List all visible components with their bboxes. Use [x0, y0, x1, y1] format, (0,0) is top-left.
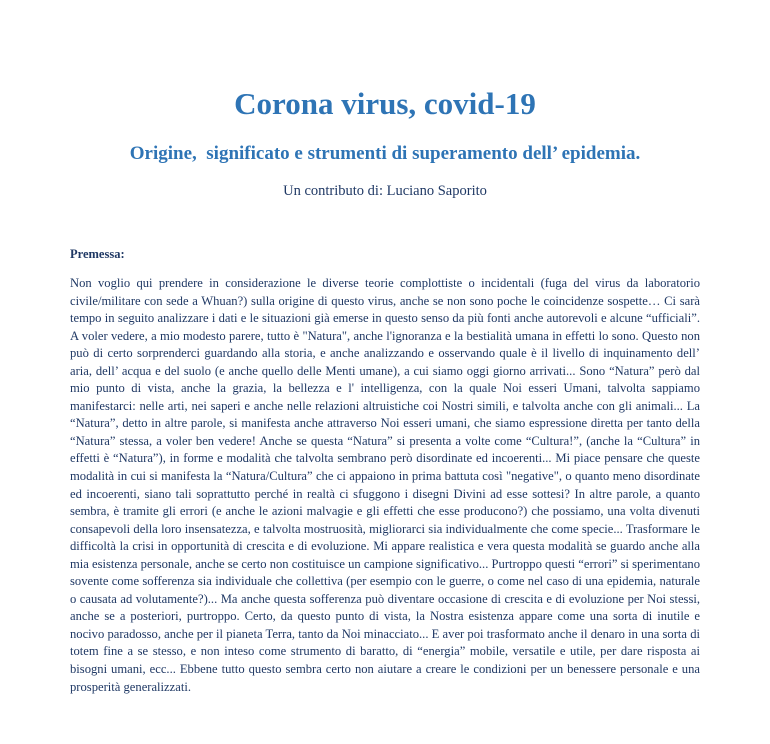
- document-title: Corona virus, covid-19: [234, 86, 536, 121]
- section-heading: Premessa:: [70, 247, 125, 261]
- body-paragraph: Non voglio qui prendere in considerazione le diverse teorie complottiste o incidentali (fuga del virus da laboratorio civile/militare con sede a Whuan?) sulla origine di questo virus, anche se non sono poche le coincidenze sospette… Ci sarà tempo in seguito analizzare i dati e le situazioni già emerse in questo senso da più fonti anche autorevoli e alcune “ufficiali”. A voler vedere, a mio modesto parere, tutto è "Natura", anche l'ignoranza e la bestialità umana in effetti lo sono. Questo non può di certo sorprenderci guardando alla storia, e anche analizzando e osservando quale è il livello di inquinamento dell’ aria, dell’ acqua e del suolo (e anche quello delle Menti umane), a cui siamo oggi giorno arrivati... Sono “Natura” però dal mio punto di vista, anche la grazia, la bellezza e l' intelligenza, con la quale Noi esseri Umani, talvolta sappiamo manifestarci: nelle arti, nei saperi e anche nelle relazioni altruistiche coi Nostri simili, e talvolta anche con gli animali... La “Natura”, detto in altre parole, si manifesta anche attraverso Noi esseri umani, che siamo espressione diretta per tanto della “Natura” stessa, a voler ben vedere! Anche se questa “Natura” si presenta a volte come “Cultura!”, (anche la “Cultura” in effetti è “Natura”), in forme e modalità che talvolta sembrano però disordinate ed incoerenti... Mi piace pensare che queste modalità in cui si manifesta la “Natura/Cultura” che ci appaiono in prima battuta così "negative", o quanto meno disordinate ed incoerenti, siano tali soprattutto perché in realtà ci sfuggono i disegni Divini ad esse sottesi? In altre parole, a quanto sembra, è tramite gli errori (e anche le azioni malvagie e gli effetti che esse producono?) che possiamo, una volta divenuti consapevoli della loro insensatezza, e talvolta mostruosità, migliorarci sia individualmente che come specie... Trasformare le difficoltà la crisi in opportunità di crescita e di evoluzione. Mi appare realistica e vera questa modalità se guardo anche alla mia esistenza personale, anche se certo non costituisce un campione significativo... Purtroppo questi “errori” si sperimentano sovente come sofferenza sia individuale che collettiva (per esempio con le guerre, o come nel caso di una epidemia, naturale o causata ad volutamente?)... Ma anche questa sofferenza può diventare occasione di crescita e di evoluzione per Noi stessi, anche se a posteriori, purtroppo. Certo, da questo punto di vista, la Nostra esistenza appare come una sorta di inutile e nocivo paradosso, anche per il pianeta Terra, tanto da Noi minacciato... E aver poi trasformato anche il denaro in una sorta di totem fine a se stesso, e non inteso come strumento di baratto, di “energia” mobile, versatile e utile, per dare risposta ai bisogni umani, ecc... Ebbene tutto questo sembra certo non aiutare a creare le condizioni per un benessere personale e una prosperità generalizzati.: [70, 276, 700, 694]
- document-subtitle: Origine, significato e strumenti di superamento dell’ epidemia.: [129, 143, 641, 164]
- author-byline: Un contributo di: Luciano Saporito: [283, 183, 487, 199]
